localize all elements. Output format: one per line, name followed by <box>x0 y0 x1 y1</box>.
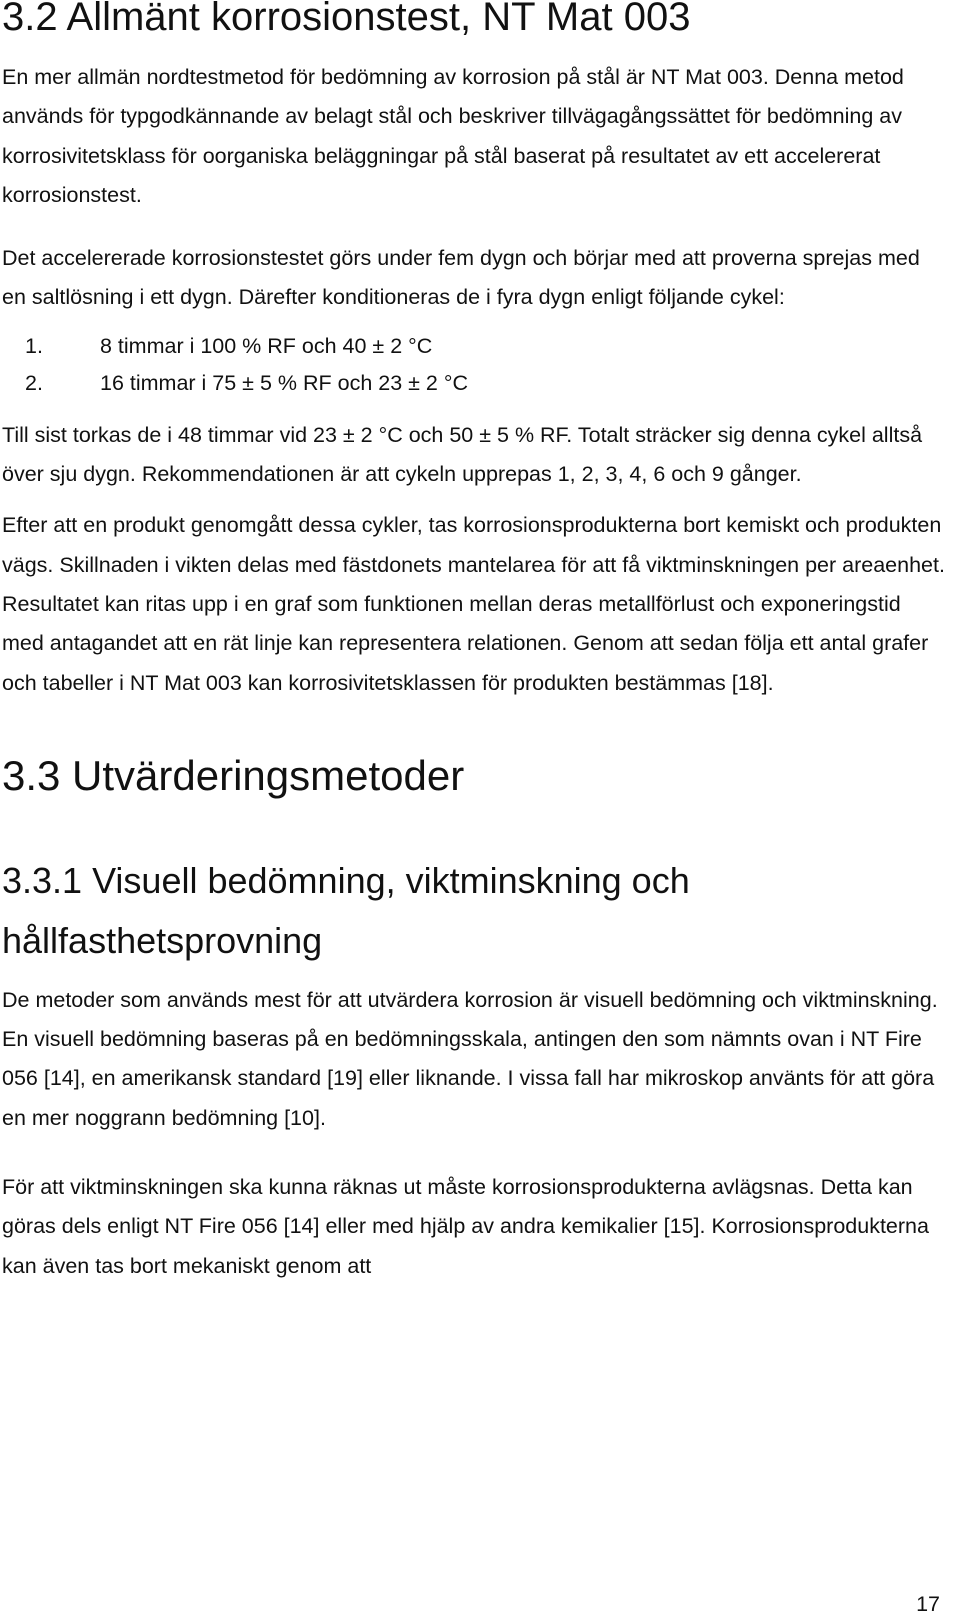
paragraph-accelerated-test: Det accelererade korrosionstestet görs under fem dygn och börjar med att proverna sprejas med en saltlösning i ett dygn. Därefter konditioneras de i fyra dygn enligt följande cykel: <box>2 246 920 310</box>
list-item-text: 8 timmar i 100 % RF och 40 ± 2 °C <box>100 333 433 358</box>
section-heading-3-3: 3.3 Utvärderingsmetoder <box>2 751 465 799</box>
list-item-number: 1. <box>25 333 43 358</box>
section-heading-3-3-1: 3.3.1 Visuell bedömning, viktminskning och hållfasthetsprovning <box>2 859 690 961</box>
paragraph-nt-mat-003-intro: En mer allmän nordtestmetod för bedömning av korrosion på stål är NT Mat 003. Denna metod används för typgodkännande av belagt stål och beskriver tillvägagångssättet för bedömning av korrosivitetsklass för oorganiska beläggningar på stål baserat på resultatet av ett accelererat korrosionstest. <box>2 65 904 207</box>
paragraph-weight-loss: För att viktminskningen ska kunna räknas ut måste korrosionsprodukterna avlägsnas. Detta kan göras dels enligt NT Fire 056 [14] eller med hjälp av andra kemikalier [15]. Korrosionsprodukterna kan även tas bort mekaniskt genom att <box>2 1175 929 1278</box>
section-heading-3-2: 3.2 Allmänt korrosionstest, NT Mat 003 <box>2 0 691 39</box>
paragraph-methods: De metoder som används mest för att utvärdera korrosion är visuell bedömning och viktminskning. En visuell bedömning baseras på en bedömningsskala, antingen den som nämnts ovan i NT Fire 056 [14], en amerikansk standard [19] eller liknande. I vissa fall har mikroskop använts för att göra en mer noggrann bedömning [10]. <box>2 987 938 1130</box>
list-item <box>2 365 946 402</box>
list-item-text: 16 timmar i 75 ± 5 % RF och 23 ± 2 °C <box>100 370 468 395</box>
page-number: 17 <box>916 1592 940 1616</box>
list-item-number: 2. <box>25 370 43 395</box>
list-item <box>2 328 946 365</box>
paragraph-evaluation: Efter att en produkt genomgått dessa cykler, tas korrosionsprodukterna bort kemiskt och produkten vägs. Skillnaden i vikten delas med fästdonets mantelarea för att få viktminskningen per areaenhet. Resultatet kan ritas upp i en graf som funktionen mellan deras metallförlust och exponeringstid med antagandet att en rät linje kan representera relationen. Genom att sedan följa ett antal grafer och tabeller i NT Mat 003 kan korrosivitetsklassen för produkten bestämmas [18]. <box>2 513 945 695</box>
paragraph-drying: Till sist torkas de i 48 timmar vid 23 ± 2 °C och 50 ± 5 % RF. Totalt sträcker sig denna cykel alltså över sju dygn. Rekommendationen är att cykeln upprepas 1, 2, 3, 4, 6 och 9 gånger. <box>2 422 923 487</box>
cycle-steps-list <box>2 328 946 402</box>
